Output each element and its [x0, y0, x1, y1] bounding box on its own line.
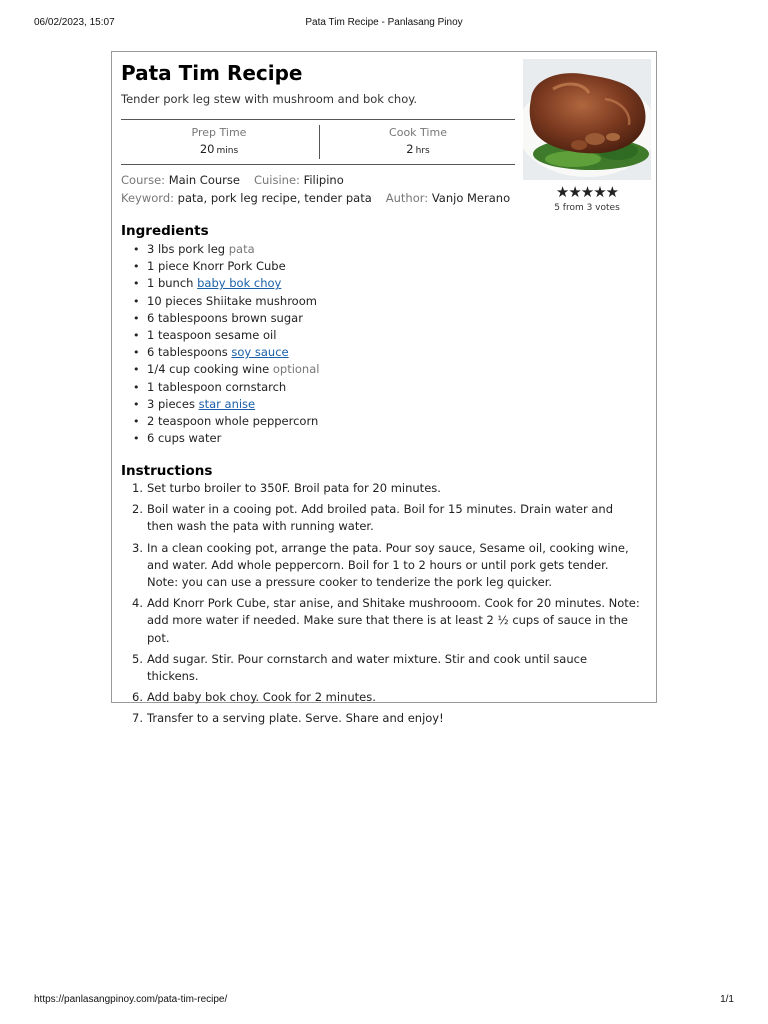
- cook-time-unit: hrs: [415, 146, 430, 156]
- print-header: [34, 17, 734, 31]
- star-icon[interactable]: ★: [605, 183, 619, 201]
- author-label: Author:: [385, 191, 429, 205]
- print-url: https://panlasangpinoy.com/pata-tim-recipe/: [34, 994, 228, 1005]
- author-value: Vanjo Merano: [431, 191, 511, 205]
- ingredient-link-soy-sauce[interactable]: soy sauce: [231, 345, 289, 360]
- ingredient-item: • 6 tablespoons soy sauce: [121, 344, 521, 361]
- instruction-step: 1. Set turbo broiler to 350F. Broil pata for 20 minutes.: [132, 481, 441, 495]
- star-icon[interactable]: ★: [555, 183, 569, 201]
- instruction-step: 4. Add Knorr Pork Cube, star anise, and Shitake mushrooom. Cook for 20 minutes. Note: add more water if needed. Make sure that there is at least 2 ½ cups of sauce in the pot.: [132, 596, 640, 645]
- print-page-number: 1/1: [720, 994, 734, 1005]
- print-page-title: Pata Tim Recipe - Panlasang Pinoy: [305, 17, 463, 28]
- recipe-summary: Tender pork leg stew with mushroom and bok choy.: [121, 92, 418, 106]
- instruction-step: 5. Add sugar. Stir. Pour cornstarch and water mixture. Stir and cook until sauce thickens.: [132, 651, 588, 684]
- ingredient-link-baby-bok-choy[interactable]: baby bok choy: [197, 276, 282, 291]
- prep-time-value: 20 mins: [199, 142, 239, 156]
- star-icon[interactable]: ★: [580, 183, 594, 201]
- star-icon[interactable]: ★: [568, 183, 581, 201]
- ingredients-heading: Ingredients: [121, 223, 209, 239]
- keyword-value: pata, pork leg recipe, tender pata: [177, 191, 372, 205]
- recipe-photo: [523, 59, 651, 180]
- cook-time-label: Cook Time: [389, 126, 447, 139]
- ingredient-item: • 6 cups water: [121, 430, 521, 447]
- instructions-list: [121, 480, 641, 732]
- instruction-step: 6. Add baby bok choy. Cook for 2 minutes.: [132, 690, 376, 705]
- ingredient-item: • 1 tablespoon cornstarch: [121, 379, 521, 396]
- print-date: 06/02/2023, 15:07: [34, 17, 115, 28]
- course-value: Main Course: [168, 173, 240, 187]
- instruction-step: 3. In a clean cooking pot, arrange the pata. Pour soy sauce, Sesame oil, cooking wine, and water. Add whole peppercorn. Boil for 1 to 2 hours or until pork gets tender. Note: you can use a pressure cooker to tenderize the pork leg quicker.: [132, 540, 629, 590]
- star-icon[interactable]: ★: [593, 183, 606, 201]
- cuisine-value: Filipino: [303, 173, 344, 187]
- instructions-heading: Instructions: [121, 463, 213, 479]
- ingredient-item: • 10 pieces Shiitake mushroom: [121, 293, 521, 310]
- rating-stars[interactable]: [523, 184, 651, 200]
- instruction-step: 2. Boil water in a cooing pot. Add broiled pata. Boil for 15 minutes. Drain water and then wash the pata with running water.: [132, 502, 614, 534]
- ingredient-item: • 1 piece Knorr Pork Cube: [121, 258, 521, 275]
- ingredient-item: • 3 pieces star anise: [121, 396, 521, 413]
- ingredient-item: • 6 tablespoons brown sugar: [121, 310, 521, 327]
- cook-time: [319, 125, 516, 159]
- recipe-title: Pata Tim Recipe: [121, 61, 303, 85]
- print-footer: [34, 994, 734, 1008]
- recipe-meta-course-cuisine: [121, 173, 344, 187]
- ingredients-list: [121, 241, 521, 447]
- ingredient-item: • 1 teaspoon sesame oil: [121, 327, 521, 344]
- course-label: Course:: [121, 173, 166, 187]
- prep-time-label: Prep Time: [191, 126, 247, 139]
- prep-time-unit: mins: [216, 146, 239, 156]
- ingredient-item: • 1 bunch baby bok choy: [121, 275, 521, 292]
- recipe-times: [121, 119, 515, 165]
- pata-tim-photo-icon: [523, 59, 651, 180]
- keyword-label: Keyword:: [121, 191, 174, 205]
- rating-summary: 5 from 3 votes: [554, 203, 620, 213]
- recipe-meta-keyword-author: [121, 191, 510, 205]
- ingredient-link-star-anise[interactable]: star anise: [198, 396, 256, 411]
- recipe-card: [111, 51, 657, 726]
- ingredient-item: • 3 lbs pork leg pata: [121, 241, 521, 258]
- prep-time: [121, 120, 317, 164]
- cook-time-value: 2 hrs: [406, 142, 430, 156]
- ingredient-item: • 2 teaspoon whole peppercorn: [121, 413, 521, 430]
- ingredient-item: • 1/4 cup cooking wine optional: [121, 361, 521, 378]
- cuisine-label: Cuisine:: [253, 173, 300, 187]
- instruction-step: 7. Transfer to a serving plate. Serve. Share and enjoy!: [132, 711, 444, 726]
